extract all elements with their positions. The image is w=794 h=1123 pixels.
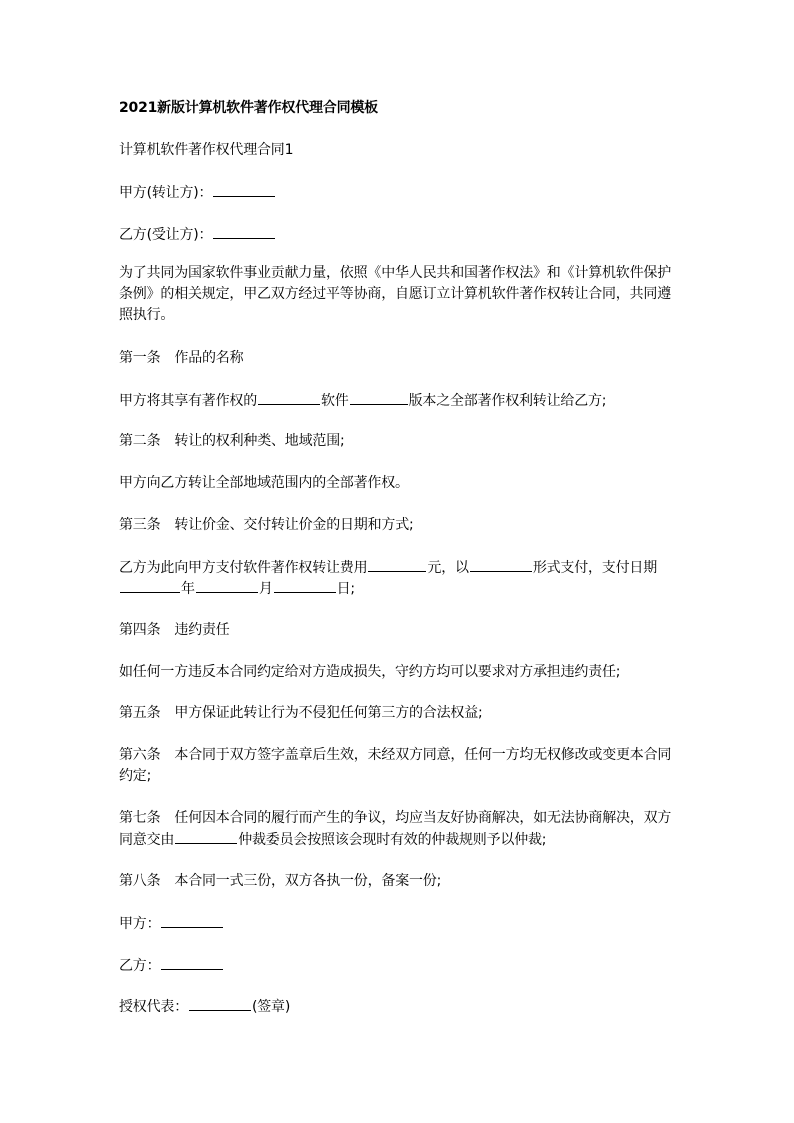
article-7-text-b: 仲裁委员会按照该会现时有效的仲裁规则予以仲裁;: [238, 832, 547, 848]
article-3-title: 转让价金、交付转让价金的日期和方式;: [174, 517, 414, 533]
article-8-text: 本合同一式三份，双方各执一份，备案一份;: [174, 873, 442, 889]
representative-label: 授权代表：: [119, 999, 188, 1015]
article-3-text-c: 形式支付，支付日期: [532, 560, 658, 576]
signature-party-b-label: 乙方：: [119, 958, 161, 974]
contract-title: 计算机软件著作权代理合同1: [119, 142, 294, 158]
party-b-line: [119, 224, 679, 246]
article-1-body: [119, 390, 679, 412]
article-3-text-b: 元，以: [427, 560, 469, 576]
month-label: 月: [258, 581, 273, 597]
article-2-body: 甲方向乙方转让全部地域范围内的全部著作权。: [119, 475, 409, 491]
party-b-label: 乙方(受让方)：: [119, 227, 213, 243]
article-2-heading: [119, 431, 679, 452]
intro-paragraph: 为了共同为国家软件事业贡献力量，依照《中华人民共和国著作权法》和《计算机软件保护条例》的相关规定，甲乙双方经过平等协商，自愿订立计算机软件著作权转让合同，共同遵照执行。: [119, 265, 671, 323]
party-b-blank[interactable]: [213, 224, 275, 239]
day-label: 日;: [336, 581, 355, 597]
article-8: [119, 871, 679, 892]
payment-month-blank[interactable]: [196, 578, 258, 593]
article-6-text: 本合同于双方签字盖章后生效，未经双方同意，任何一方均无权修改或变更本合同: [174, 747, 672, 763]
article-7-line-2: [119, 829, 679, 851]
article-1-text-a: 甲方将其享有著作权的: [119, 393, 257, 409]
article-2-number: 第二条: [119, 433, 161, 449]
party-a-line: [119, 182, 679, 204]
article-3-body-line-2: [119, 578, 679, 600]
article-4-body: 如任何一方违反本合同约定给对方造成损失，守约方均可以要求对方承担违约责任;: [119, 664, 621, 680]
document-title: 2021新版计算机软件著作权代理合同模板: [119, 100, 378, 116]
article-8-number: 第八条: [119, 873, 161, 889]
payment-day-blank[interactable]: [274, 578, 336, 593]
signature-party-b: [119, 955, 679, 977]
year-label: 年: [181, 581, 195, 597]
article-7-text: 任何因本合同的履行而产生的争议，均应当友好协商解决，如无法协商解决，双方: [174, 810, 672, 826]
party-a-blank[interactable]: [213, 182, 275, 197]
payment-year-blank[interactable]: [120, 578, 180, 593]
article-1-heading: [119, 348, 679, 369]
article-7-line-1: [119, 808, 679, 829]
article-5: [119, 703, 679, 724]
article-6-line-1: [119, 745, 679, 766]
arbitration-committee-blank[interactable]: [175, 829, 237, 844]
article-7-number: 第七条: [119, 810, 161, 826]
article-1-title: 作品的名称: [174, 350, 244, 366]
signature-party-a: [119, 913, 679, 935]
article-6-line-2: 约定;: [119, 768, 152, 784]
article-3-heading: [119, 515, 679, 536]
party-a-label: 甲方(转让方)：: [119, 185, 213, 201]
payment-form-blank[interactable]: [470, 557, 532, 572]
signature-party-a-blank[interactable]: [161, 913, 223, 928]
fee-amount-blank[interactable]: [368, 557, 426, 572]
representative-blank[interactable]: [189, 996, 251, 1011]
article-3-body-line-1: [119, 557, 679, 579]
article-5-text: 甲方保证此转让行为不侵犯任何第三方的合法权益;: [174, 705, 483, 721]
article-4-number: 第四条: [119, 622, 161, 638]
seal-note: (签章): [252, 999, 291, 1015]
software-name-blank[interactable]: [258, 390, 320, 405]
article-2-title: 转让的权利种类、地域范围;: [174, 433, 345, 449]
signature-party-a-label: 甲方：: [119, 916, 161, 932]
article-6-number: 第六条: [119, 747, 161, 763]
article-3-number: 第三条: [119, 517, 161, 533]
article-5-number: 第五条: [119, 705, 161, 721]
article-4-title: 违约责任: [174, 622, 230, 638]
article-4-heading: [119, 620, 679, 641]
article-7-text-a: 同意交由: [119, 832, 175, 848]
article-1-number: 第一条: [119, 350, 161, 366]
article-3-text-a: 乙方为此向甲方支付软件著作权转让费用: [119, 560, 368, 576]
signature-representative: [119, 996, 679, 1018]
article-1-text-c: 版本之全部著作权利转让给乙方;: [408, 393, 607, 409]
article-1-text-b: 软件: [321, 393, 349, 409]
signature-party-b-blank[interactable]: [161, 955, 223, 970]
software-version-blank[interactable]: [350, 390, 408, 405]
